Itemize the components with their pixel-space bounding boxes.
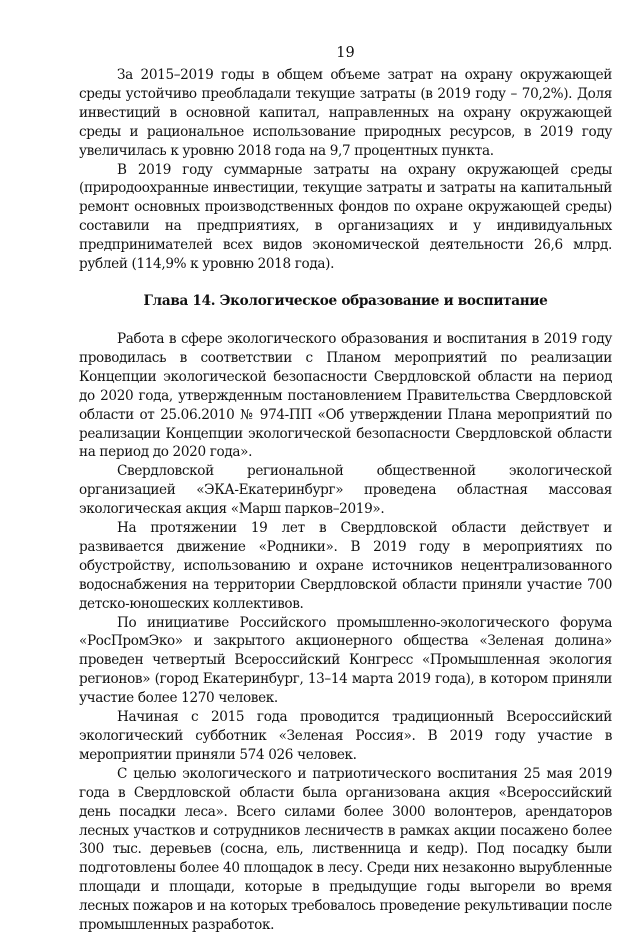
paragraph-education-plan: Работа в сфере экологического образования и воспитания в 2019 году проводилась в соответствии с Планом мероприятий по реализации Концепции экологической безопасности Свердловской области на период до 2020 года, утвержденным постановлением Правительства Свердловской области от 25.06.2010 № 974-ПП «Об утверждении Плана мероприятий по реализации Концепции экологической безопасности Свердловской области на период до 2020 года». [79, 330, 612, 461]
paragraph-expenditure-structure: За 2015–2019 годы в общем объеме затрат на охрану окружающей среды устойчиво преобладали текущие затраты (в 2019 году – 70,2%). Доля инвестиций в основной капитал, направленных на охрану окружающей среды и рациональное использование природных ресурсов, в 2019 году увеличилась к уровню 2018 года на 9,7 процентных пункта. [79, 67, 612, 159]
paragraph-march-of-parks: Свердловской региональной общественной экологической организацией «ЭКА-Екатеринбург» проведена областная массовая экологическая акция «Марш парков–2019». [79, 463, 612, 518]
paragraph-green-russia: Начиная с 2015 года проводится традиционный Всероссийский экологический субботник «Зеленая Россия». В 2019 году участие в мероприятии приняли 574 026 человек. [79, 709, 612, 763]
chapter-heading: Глава 14. Экологическое образование и воспитание [143, 292, 548, 309]
paragraph-forest-planting-day: С целью экологического и патриотического воспитания 25 мая 2019 года в Свердловской области была организована акция «Всероссийский день посадки леса». Всего силами более 3000 волонтеров, арендаторов лесных участков и сотрудников лесничеств в рамках акции посажено более 300 тыс. деревьев (сосна, ель, лиственница и кедр). Под посадку были подготовлены более 40 площадок в лесу. Среди них незаконно вырубленные площади и площади, которые в предыдущие годы выгорели во время лесных пожаров и на которых требовалось проведение рекультивации после промышленных разработок. [79, 765, 612, 934]
paragraph-springs-movement: На протяжении 19 лет в Свердловской области действует и развивается движение «Родники». В 2019 году в мероприятиях по обустройству, использованию и охране источников нецентрализованного водоснабжения на территории Свердловской области приняли участие 700 детско-юношеских коллективов. [79, 520, 612, 612]
page-number: 19 [336, 45, 355, 61]
paragraph-total-expenditure: В 2019 году суммарные затраты на охрану окружающей среды (природоохранные инвестиции, текущие затраты и затраты на капитальный ремонт основных производственных фондов по охране окружающей среды) составили на предприятиях, в организациях и у индивидуальных предпринимателей всех видов экономической деятельности 26,6 млрд. рублей (114,9% к уровню 2018 года). [79, 161, 612, 273]
document-page [79, 44, 612, 935]
paragraph-congress: По инициативе Российского промышленно-экологического форума «РосПромЭко» и закрытого акционерного общества «Зеленая долина» проведен четвертый Всероссийский Конгресс «Промышленная экология регионов» (город Екатеринбург, 13–14 марта 2019 года), в котором приняли участие более 1270 человек. [79, 614, 612, 707]
